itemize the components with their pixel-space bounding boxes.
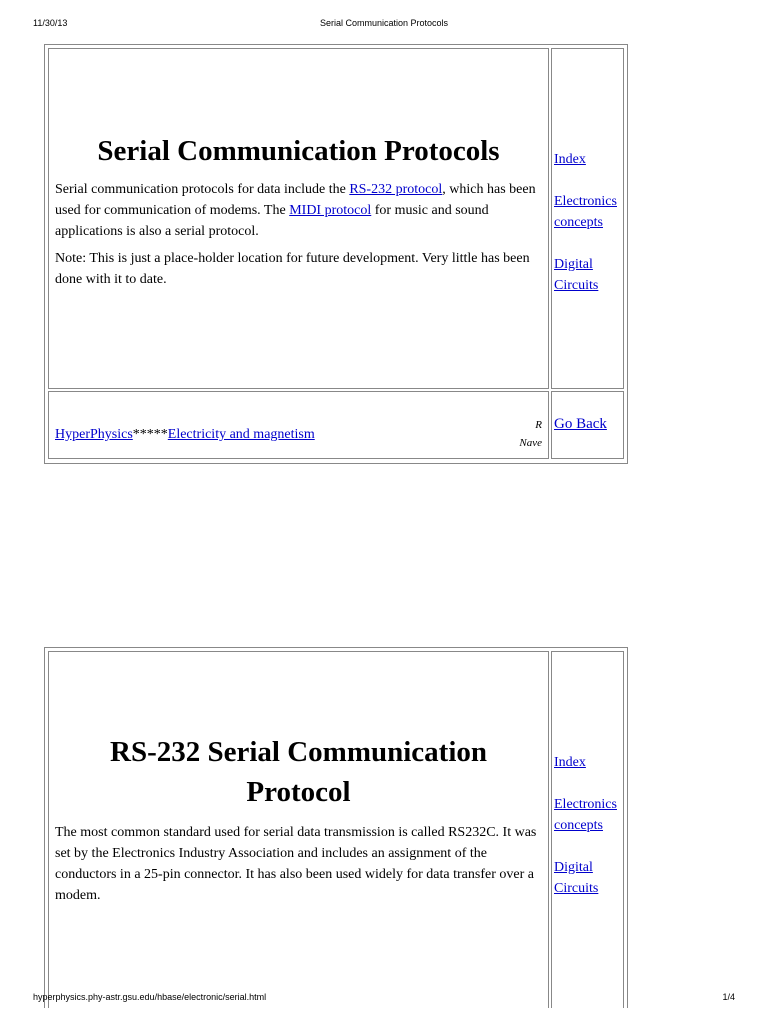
- section1-p1-after: for music and sound applications is also a serial protocol.: [55, 203, 489, 239]
- author-credit: [519, 416, 542, 452]
- section1-frame: [44, 44, 628, 464]
- print-page-number: 1/4: [722, 992, 735, 1002]
- print-footer: [0, 992, 768, 1006]
- section2-frame: [44, 647, 628, 1008]
- electricity-magnetism-link[interactable]: Electricity and magnetism: [167, 427, 315, 442]
- midi-protocol-link[interactable]: MIDI protocol: [289, 203, 372, 218]
- section1-p1-mid: , which has been used for communication of modems. The: [55, 182, 536, 218]
- section2-main-cell: [48, 651, 549, 1008]
- section2-paragraph-1: The most common standard used for serial data transmission is called RS232C. It was set by the Electronics Industry Association and includes an assignment of the conductors in a 25-pin connector. It has also been used widely for data transfer over a modem.: [55, 825, 537, 903]
- section1-paragraph-2: Note: This is just a place-holder location for future development. Very little has been done with it to date.: [55, 251, 530, 287]
- section1-goback-cell: [551, 391, 624, 459]
- hyperphysics-link[interactable]: HyperPhysics: [55, 427, 133, 442]
- electronics-concepts-link[interactable]: Electronics concepts: [554, 194, 617, 230]
- section1-paragraph-1: [55, 179, 542, 242]
- electronics-concepts-link-2[interactable]: Electronics concepts: [554, 797, 617, 833]
- section1-bottom-cell: [48, 391, 549, 459]
- print-date: 11/30/13: [33, 18, 68, 28]
- digital-circuits-link[interactable]: Digital Circuits: [554, 257, 599, 293]
- index-link-2[interactable]: Index: [554, 755, 586, 770]
- digital-circuits-link-2[interactable]: Digital Circuits: [554, 860, 599, 896]
- section2-title: RS-232 Serial Communication Protocol: [110, 736, 487, 808]
- print-header: [0, 18, 768, 32]
- go-back-link[interactable]: Go Back: [554, 416, 607, 432]
- nav-stars: *****: [132, 427, 168, 442]
- print-title: Serial Communication Protocols: [319, 18, 449, 28]
- print-url: hyperphysics.phy-astr.gsu.edu/hbase/electronic/serial.html: [33, 992, 267, 1002]
- credit-nave: Nave: [519, 437, 542, 449]
- index-link[interactable]: Index: [554, 152, 586, 167]
- section1-main-cell: [48, 48, 549, 389]
- rs232-protocol-link[interactable]: RS-232 protocol: [349, 182, 443, 197]
- hyperphysics-nav: [55, 426, 315, 444]
- section1-side-cell: [551, 48, 624, 389]
- section1-title: Serial Communication Protocols: [97, 135, 500, 167]
- section2-side-cell: [551, 651, 624, 1008]
- credit-r: R: [535, 419, 542, 431]
- section1-p1-before: Serial communication protocols for data include the: [55, 182, 350, 197]
